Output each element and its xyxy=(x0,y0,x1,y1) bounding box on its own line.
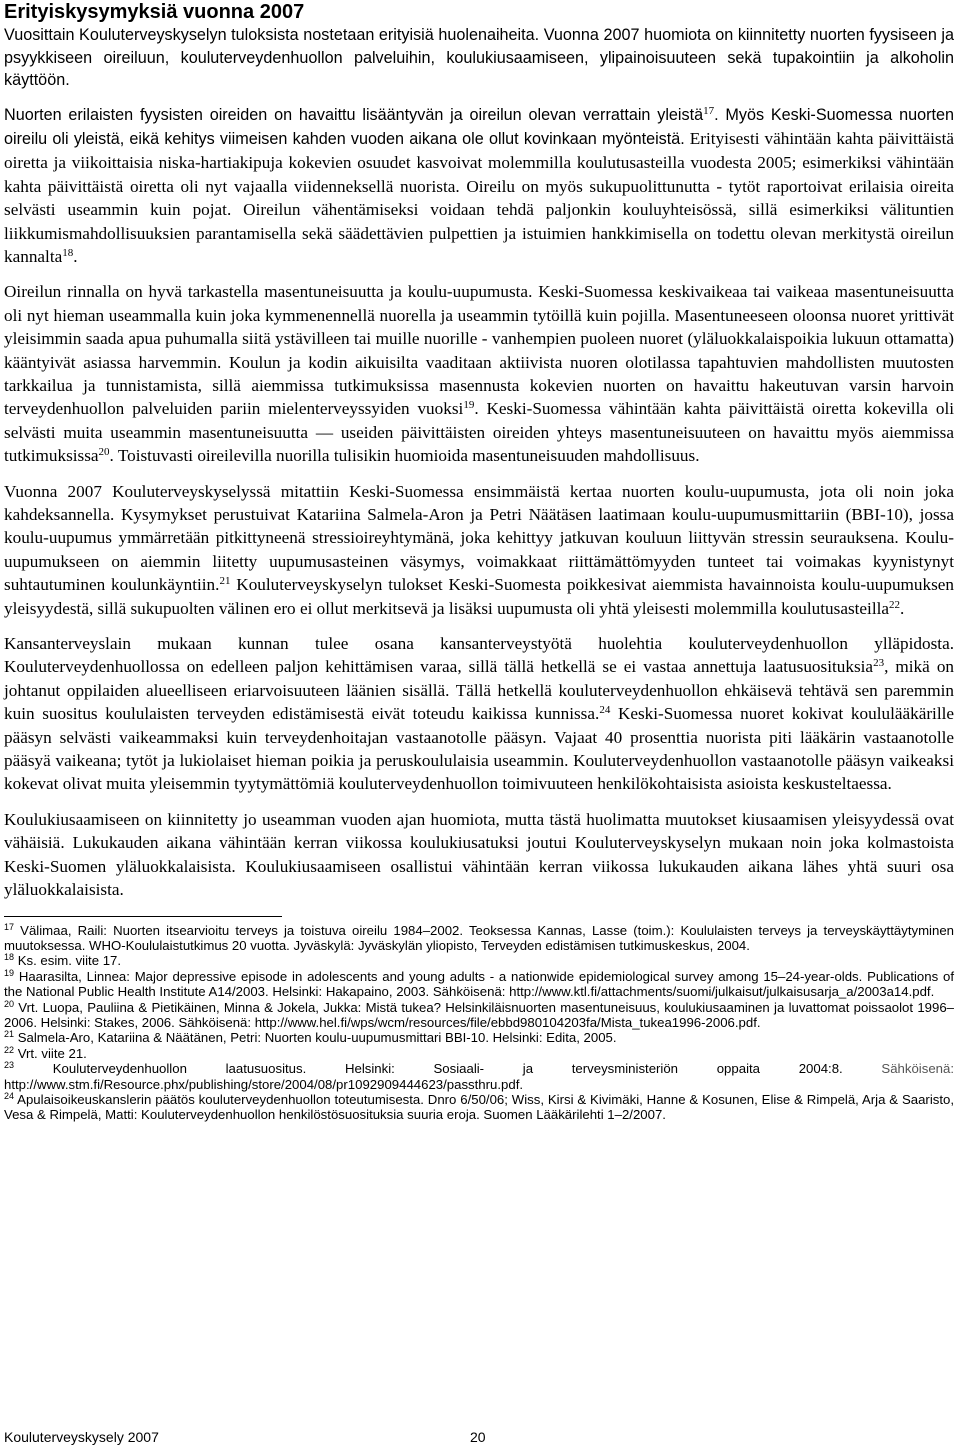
footnote-text: Vrt. viite 21. xyxy=(17,1045,87,1061)
paragraph-bullying: Koulukiusaamiseen on kiinnitetty jo useamman vuoden ajan huomiota, mutta tästä huolimatta muutokset kiusaamisen yleisyydessä ovat vähäisiä. Lukukauden aikana vähintään kerran viikossa koulukiusatuksi joutui Kouluterveyskyselyn mukaan noin joka kolmastoista Keski-Suomen yläluokkalaisista. Koulukiusaamiseen osallistui vähintään kerran viikossa lukukauden aikana lähes yhtä suuri osa yläluokkalaisista. xyxy=(4,809,954,900)
footnote-separator xyxy=(4,916,282,917)
text-run: . Myös Keski-Suomessa nuorten oireilu oli yleistä, eikä kehitys viimeisen kahden vuoden aikana ole ollut kovinkaan myönteistä. xyxy=(4,105,954,148)
text-run: . xyxy=(900,598,905,618)
footnote-number: 23 xyxy=(4,1060,15,1071)
text-run: Kansanterveyslain mukaan kunnan tulee osana kansanterveystyötä huolehtia kouluterveydenhuollon ylläpidosta. Kouluterveydenhuollossa on edelleen paljon kehittämisen varaa, sillä tällä hetkellä se ei vastaa annettuja laatusuosituksia xyxy=(4,634,954,677)
footnote-label-electronic: Sähköisenä: xyxy=(881,1061,954,1077)
section-heading: Erityiskysymyksiä vuonna 2007 xyxy=(4,1,305,23)
text-run: Vuonna 2007 Kouluterveyskyselyssä mitattiin Keski-Suomessa ensimmäistä kertaa nuorten koulu-uupumusta, jota oli noin joka kahdeksannella. Kysymykset perustuivat Katariina Salmela-Aron ja Petri Näätäsen laatimaan koulu-uupumusmittariin (BBI-10), jossa koulu-uupumus ymmärretään pitkittyneenä stressioireyhtymänä, joka kehittyy jatkuvan kouluun liittyvän stressin seurauksena. Koulu-uupumukseen on aiemmin liitetty uupumusasteinen väsymys, voimakkaat riittämättömyyden tunteet tai voimakas kyynistynyt suhtautuminen koulunkäyntiin. xyxy=(4,481,954,595)
footnote-ref[interactable]: 21 xyxy=(219,575,231,588)
text-run: . xyxy=(73,246,78,266)
footnote-item xyxy=(4,1092,954,1123)
footnote-item xyxy=(4,923,954,954)
footnote-item xyxy=(4,969,954,1000)
footnote-text: Välimaa, Raili: Nuorten itsearvioitu terveys ja toistuva oireilu 1984–2002. Teoksessa Kannas, Lasse (toim.): Koululaisten terveys ja terveyskäyttäytyminen muutoksessa. WHO-Koululaistutkimus 20 vuotta. Jyväskylä: Jyväskylän yliopisto, Terveyden edistämisen tutkimuskeskus, 2004. xyxy=(4,922,954,953)
document-page xyxy=(4,0,954,1123)
text-run: Nuorten erilaisten fyysisten oireiden on havaittu lisääntyvän ja oireilun olevan verrattain yleistä xyxy=(4,105,704,124)
footnote-number: 19 xyxy=(4,967,15,978)
paragraph-symptoms xyxy=(4,103,954,269)
page-footer xyxy=(4,1428,954,1446)
text-run: Keski-Suomessa nuoret kokivat koululääkärille pääsyn selvästi vaikeammaksi kuin terveydenhoitajan vastaanotolle pääsyn. Vajaat 40 prosenttia nuorista piti lääkärin vastaanotolle pääsyä vaikeana; tytöt ja lukiolaiset hieman poikia ja peruskoululaisia useammin. Kouluterveydenhuollon vastaanotolle pääsyn vaikeaksi kokevat olivat muita yleisemmin tyytymättömiä kouluterveydenhuollon toimivuuteen henkilökohtaisista asioista keskusteltaessa. xyxy=(4,704,955,794)
paragraph-healthcare xyxy=(4,632,954,796)
footnote-number: 24 xyxy=(4,1090,15,1101)
paragraph-depression xyxy=(4,280,954,467)
footnotes xyxy=(4,923,954,1123)
footnote-text: Kouluterveydenhuollon laatusuositus. Helsinki: Sosiaali- ja terveysministeriön oppaita 2004:8. xyxy=(52,1061,882,1077)
text-run: Erityisesti vähintään kahta päivittäistä oiretta ja viikoittaisia niska-hartiakipuja kokevien osuudet kasvoivat molemmilla koulutusasteilla vuodesta 2005; esimerkiksi vähintään kahta päivittäistä oiretta oli nyt vajaalla viidenneksellä nuorista. Oireilu on myös sukupuolittunutta - tytöt raportoivat erilaisia oireita selvästi useammin kuin pojat. Oireilun vähentämiseksi voidaan tehdä paljonkin kouluyhteisössä, sillä esimerkiksi välituntien liikkumismahdollisuuksien parantamisella sekä säädettävien pulpettien ja istuimien hankkimisella on todettu olevan merkitystä oireilun kannalta xyxy=(4,128,954,266)
text-run: . Toistuvasti oireilevilla nuorilla tulisikin huomioida masentuneisuuden mahdollisuus. xyxy=(109,446,700,466)
footnote-item xyxy=(4,1030,954,1045)
footnote-item xyxy=(4,1046,954,1061)
page-number: 20 xyxy=(470,1429,486,1445)
footnote-text[interactable]: Vrt. Luopa, Pauliina & Pietikäinen, Minna & Jokela, Jukka: Mistä tukea? Helsinkiläisnuorten masentuneisuus, koulukiusaaminen ja luvattomat poissaolot 1996–2006. Helsinki: Stakes, 2006. Sähköisenä: http://www.hel.fi/wps/wcm/resources/file/ebbd980104203fa/Mista_tukea1996-2006.pdf. xyxy=(4,999,955,1030)
footnote-ref[interactable]: 22 xyxy=(889,598,901,611)
paragraph-burnout xyxy=(4,480,954,620)
footnote-item xyxy=(4,1061,954,1092)
footnote-url[interactable]: http://www.stm.fi/Resource.phx/publishing/store/2004/08/pr1092909444623/passthru.pdf. xyxy=(4,1076,524,1092)
footnote-ref[interactable]: 19 xyxy=(463,399,475,412)
footnote-ref[interactable]: 24 xyxy=(599,704,611,717)
footnote-number: 21 xyxy=(4,1029,15,1040)
footnote-text[interactable]: Haarasilta, Linnea: Major depressive episode in adolescents and young adults - a nationwide epidemiological survey among 15–24-year-olds. Publications of the National Public Health Institute A14/2003. Helsinki: Hakapaino, 2003. Sähköisenä: http://www.ktl.fi/attachments/suomi/julkaisut/julkaisusarja_a/2003a14.pdf. xyxy=(4,968,954,1000)
paragraph-intro: Vuosittain Kouluterveyskyselyn tuloksista nostetaan erityisiä huolenaiheita. Vuonna 2007 huomiota on kiinnitetty nuorten fyysiseen ja psyykkiseen oireiluun, kouluterveydenhuollon palveluihin, koulukiusaamiseen, ylipainoisuuteen sekä tupakointiin ja alkoholin käyttöön. xyxy=(4,26,954,89)
text-run: . Keski-Suomessa vähintään kahta päivittäistä oiretta kokevilla oli selvästi muita useammin masentuneisuutta — useiden päivittäisten oireiden yhteys masentuneisuuteen on havaittu myös aiemmissa tutkimuksissa xyxy=(4,399,954,466)
footnote-ref[interactable]: 23 xyxy=(873,657,885,670)
text-run: Oireilun rinnalla on hyvä tarkastella masentuneisuutta ja koulu-uupumusta. Keski-Suomessa keskivaikeaa tai vaikeaa masentuneisuutta oli nyt hieman useammalla kuin joka kymmenennellä nuorella ja useammin tytöillä kuin pojilla. Masentuneeseen oloonsa nuoret yrittivät yleisimmin saada apua puhumalla siitä ystävilleen tai muille nuorille - vanhempien puoleen nuoret (yläluokkalaispoikia lukuun ottamatta) kääntyivät asiassa harvemmin. Koulun ja kodin aikuisilta vaaditaan aktiivista nuoren olotilassa tapahtuvien mahdollisten muutosten tarkkailua ja tunnistamista, sillä aiemmissa tutkimuksissa masennusta kokevien nuorten on havaittu hakeutuvan varsin harvoin terveydenhuollon palveluiden pariin mielenterveyssyiden vuoksi xyxy=(4,282,954,419)
footnote-text: Salmela-Aro, Katariina & Näätänen, Petri: Nuorten koulu-uupumusmittari BBI-10. Helsinki: Edita, 2005. xyxy=(17,1030,617,1046)
text-run: Kouluterveyskyselyn tulokset Keski-Suomesta poikkesivat aiemmista havainnoista koulu-uupumuksen yleisyydestä, sillä sukupuolten välinen ero ei ollut merkitsevä ja lisäksi uupumusta oli yhtä yleisesti molemmilla koulutusasteilla xyxy=(4,575,955,618)
footnote-item xyxy=(4,953,954,968)
footnote-number: 17 xyxy=(4,921,15,932)
footnote-ref[interactable]: 20 xyxy=(98,446,110,459)
footnote-number: 22 xyxy=(4,1044,15,1055)
footnote-number: 18 xyxy=(4,952,15,963)
footnote-text: Ks. esim. viite 17. xyxy=(17,953,122,969)
footnote-number: 20 xyxy=(4,998,15,1009)
footnote-ref[interactable]: 18 xyxy=(62,246,74,259)
footnote-text: Apulaisoikeuskanslerin päätös kouluterveydenhuollon toteutumisesta. Dnro 6/50/06; Wiss, Kirsi & Kivimäki, Hanne & Kosunen, Elise & Rimpelä, Arja & Saaristo, Vesa & Rimpelä, Matti: Kouluterveydenhuollon henkilöstösuosituksia suuria eroja. Suomen Lääkärilehti 1–2/2007. xyxy=(4,1091,955,1123)
footnote-item xyxy=(4,1000,954,1031)
text-run: , mikä on johtanut oppilaiden alueelliseen eriarvoisuuteen läänien sisällä. Tällä hetkellä kouluterveydenhuollon ehkäisevä tehtävä sen paremmin kuin suositus koululaisten terveyden edistämisestä eivät toteudu kaikissa kunnissa. xyxy=(4,657,955,724)
footer-title: Kouluterveyskysely 2007 xyxy=(4,1429,159,1445)
footnote-ref[interactable]: 17 xyxy=(703,104,715,117)
